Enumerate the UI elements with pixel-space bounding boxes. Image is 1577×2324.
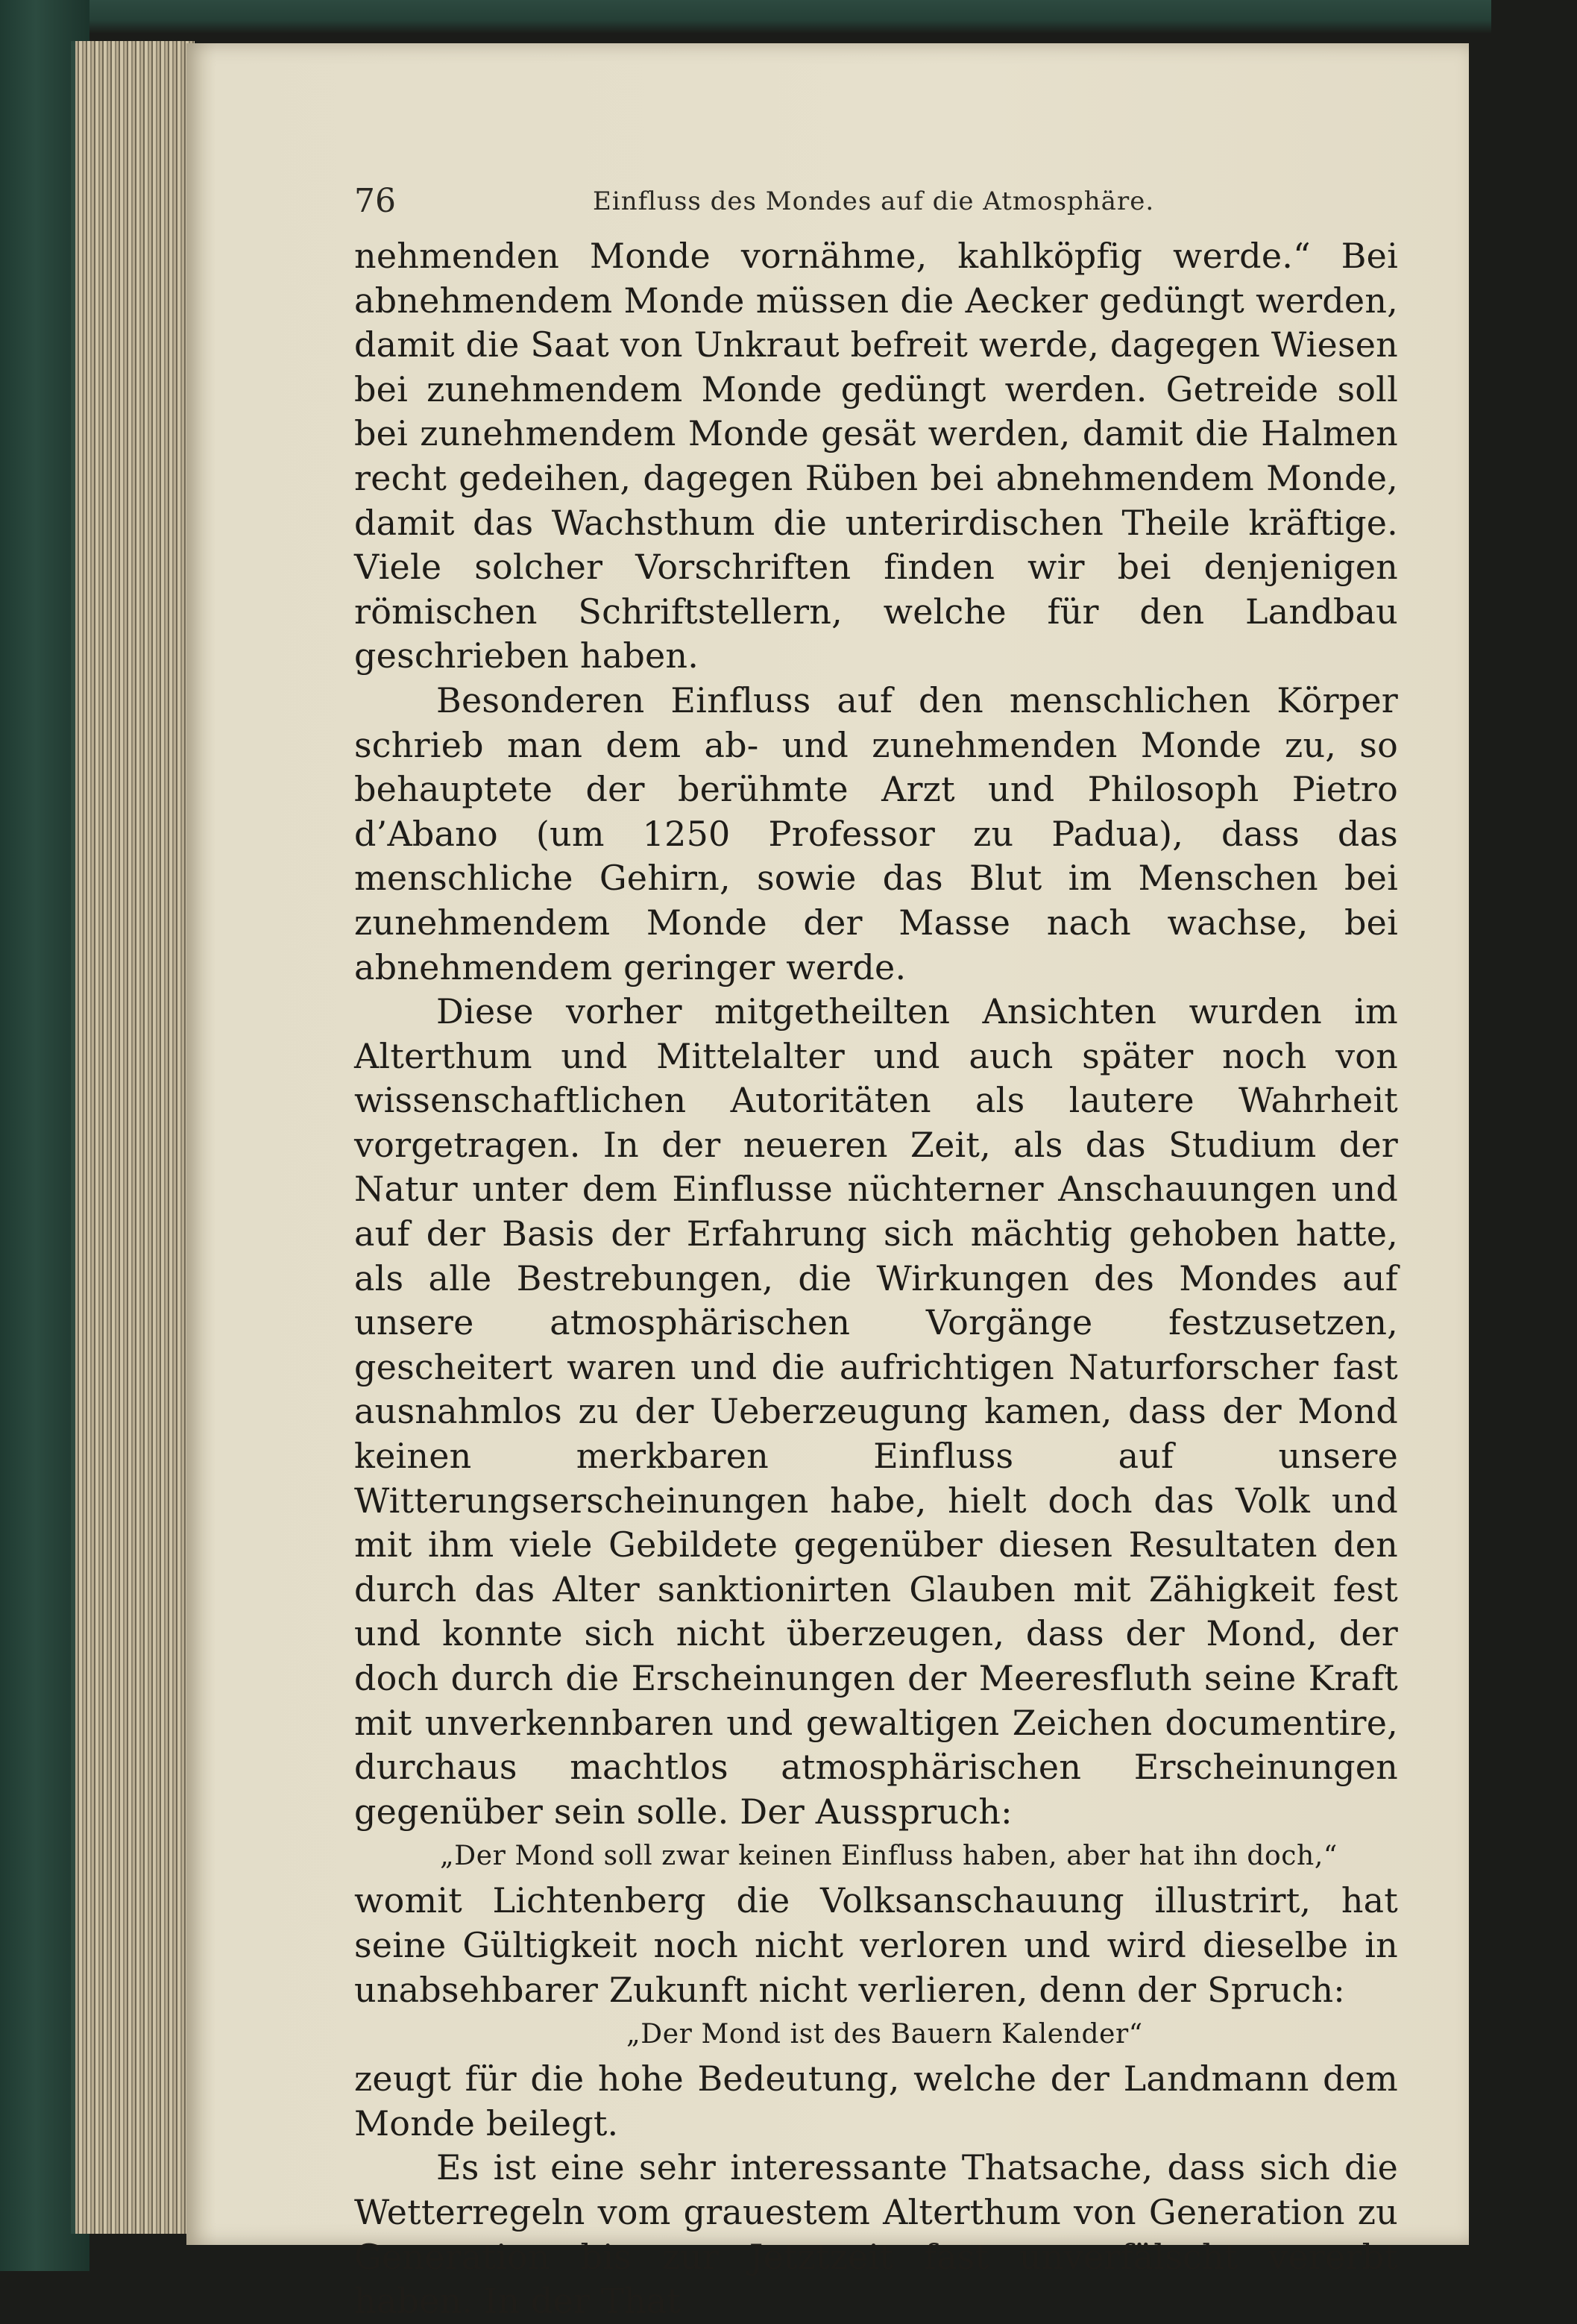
quote-bauern-kalender: „Der Mond ist des Bauern Kalender“ bbox=[626, 2019, 1143, 2050]
paragraph-6: Es ist eine sehr interessante Thatsache, dass sich die Wetterregeln vom grauestem Alterthum von Generation zu Generation bis zur Jetztzeit fast unverfälscht vererbt haben. In der That bbox=[354, 2147, 1398, 2322]
page-content bbox=[354, 182, 1577, 2324]
page-number: 76 bbox=[354, 182, 396, 220]
book-cover-top bbox=[0, 0, 1491, 34]
book-page bbox=[186, 43, 1469, 2322]
paragraph-3: Diese vorher mitgetheilten Ansichten wurden im Alterthum und Mittelalter und auch später noch von wissenschaftlichen Autoritäten als lautere Wahrheit vorgetragen. In der neueren Zeit, als das Studium der Natur unter dem Einflusse nüchterner Anschauungen und auf der Basis der Erfahrung sich mächtig gehoben hatte, als alle Bestrebungen, die Wirkungen des Mondes auf unsere atmosphärischen Vorgänge festzusetzen, gescheitert waren und die aufrichtigen Naturforscher fast ausnahmlos zu der Ueberzeugung kamen, dass der Mond keinen merkbaren Einfluss auf unsere Witterungserscheinungen habe, hielt doch das Volk und mit ihm viele Gebildete gegenüber diesen Resultaten den durch das Alter sanktionirten Glauben mit Zähigkeit fest und konnte sich nicht überzeugen, dass der Mond, der doch durch die Erscheinungen der Meeresfluth seine Kraft mit unverkennbaren und gewaltigen Zeichen documentire, durchaus machtlos atmosphärischen Erscheinungen gegenüber sein solle. Der Ausspruch: bbox=[354, 991, 1398, 1832]
page-header bbox=[354, 182, 1577, 234]
paragraph-5: zeugt für die hohe Bedeutung, welche der Landmann dem Monde beilegt. bbox=[354, 2058, 1398, 2144]
body-text bbox=[354, 234, 1398, 2324]
quote-lichtenberg: „Der Mond soll zwar keinen Einfluss haben, aber hat ihn doch,“ bbox=[440, 1841, 1338, 1872]
running-title: Einfluss des Mondes auf die Atmosphäre. bbox=[593, 186, 1155, 216]
paragraph-2: Besonderen Einfluss auf den menschlichen Körper schrieb man dem ab- und zunehmenden Monde zu, so behauptete der berühmte Arzt und Philosoph Pietro d’Abano (um 1250 Professor zu Padua), dass das menschliche Gehirn, sowie das Blut im Menschen bei zunehmendem Monde der Masse nach wachse, bei abnehmendem geringer werde. bbox=[354, 679, 1398, 987]
paragraph-4: womit Lichtenberg die Volksanschauung illustrirt, hat seine Gültigkeit noch nicht verloren und wird dieselbe in unabsehbarer Zukunft nicht verlieren, denn der Spruch: bbox=[354, 1880, 1398, 2010]
page-edges bbox=[71, 41, 195, 2234]
paragraph-1: nehmenden Monde vornähme, kahlköpfig werde.“ Bei abnehmendem Monde müssen die Aecker gedüngt werden, damit die Saat von Unkraut befreit werde, dagegen Wiesen bei zunehmendem Monde gedüngt werden. Getreide soll bei zunehmendem Monde gesät werden, damit die Halmen recht gedeihen, dagegen Rüben bei abnehmendem Monde, damit das Wachsthum die unterirdischen Theile kräftige. Viele solcher Vorschriften finden wir bei denjenigen römischen Schriftstellern, welche für den Landbau geschrieben haben. bbox=[354, 236, 1398, 676]
